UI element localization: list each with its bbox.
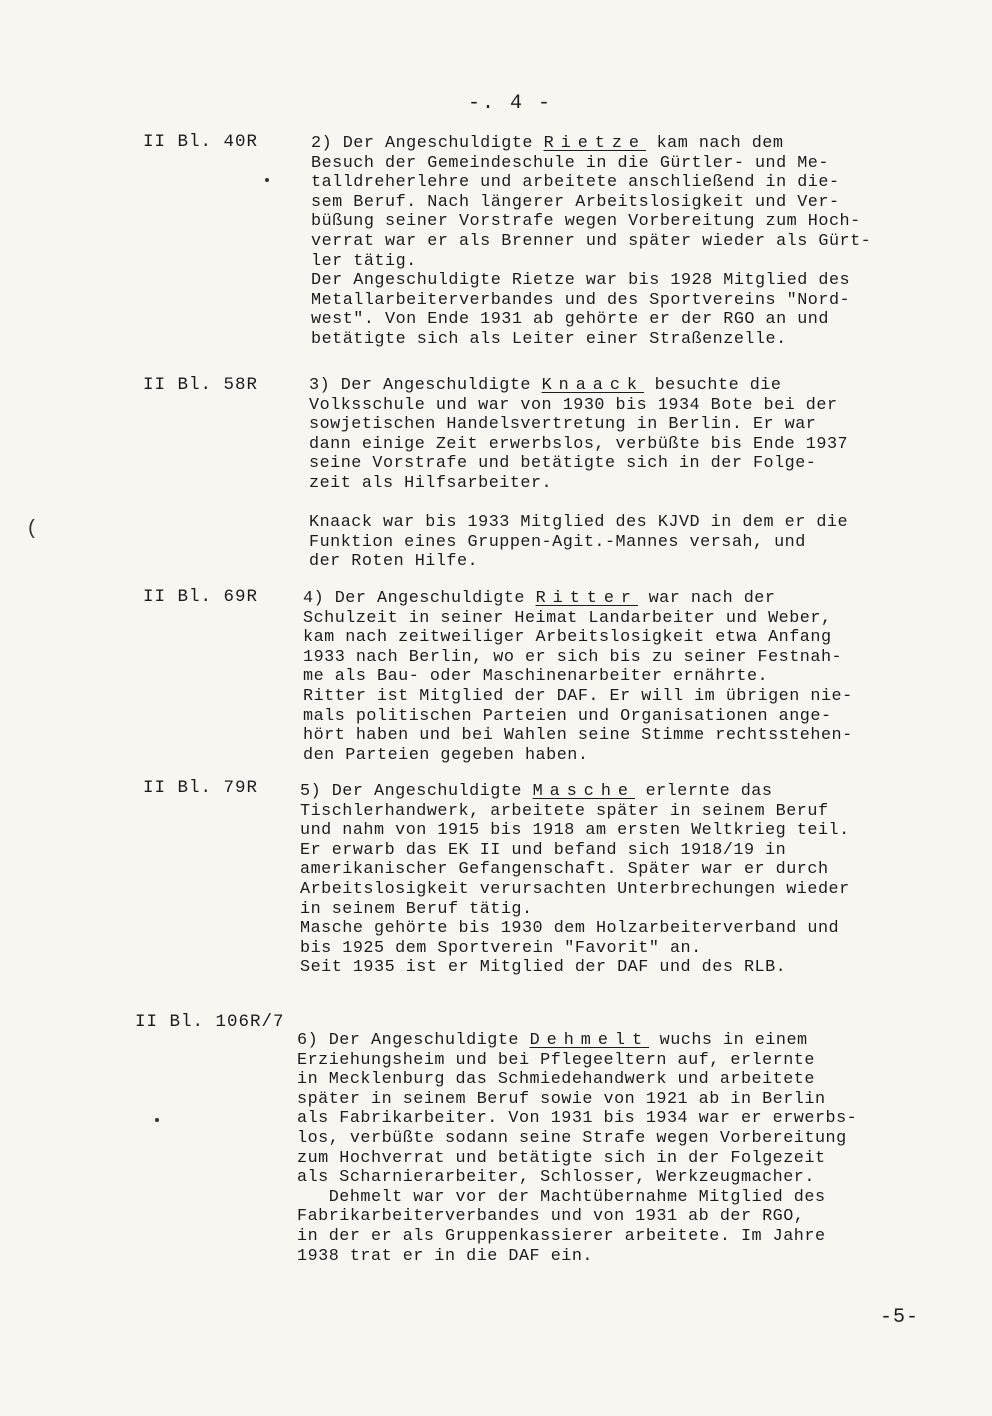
paragraph-knaack: [309, 376, 848, 572]
text-line: in Mecklenburg das Schmiedehandwerk und arbeitete: [297, 1070, 815, 1090]
text-line: Funktion eines Gruppen-Agit.-Mannes versah, und: [309, 532, 806, 552]
text-line: 6) Der Angeschuldigte Dehmelt wuchs in einem: [297, 1031, 808, 1050]
text-line: me als Bau- oder Maschinenarbeiter ernährte.: [303, 667, 769, 687]
margin-reference-5: II Bl. 106R/7: [135, 1012, 285, 1032]
text-line: 5) Der Angeschuldigte Masche erlernte das: [300, 782, 773, 801]
punch-mark: (: [26, 518, 39, 541]
text-line: verrat war er als Brenner und später wieder als Gürt-: [311, 231, 872, 251]
text-line: 2) Der Angeschuldigte Rietze kam nach dem: [311, 134, 784, 153]
paragraph-ritter: [303, 589, 853, 765]
text-line: Dehmelt war vor der Machtübernahme Mitglied des: [297, 1187, 826, 1207]
defendant-name: Rietze: [543, 134, 646, 153]
stray-dot: [265, 178, 269, 182]
text-line: sem Beruf. Nach längerer Arbeitslosigkeit und Ver-: [311, 192, 840, 212]
text-line: Arbeitslosigkeit verursachten Unterbrechungen wieder: [300, 879, 850, 899]
defendant-name: Knaack: [541, 376, 644, 395]
text-line: in der er als Gruppenkassierer arbeitete. Im Jahre: [297, 1226, 826, 1246]
text-line: zeit als Hilfsarbeiter.: [309, 473, 553, 493]
text-line: Besuch der Gemeindeschule in die Gürtler- und Me-: [311, 153, 829, 173]
text-line: bis 1925 dem Sportverein "Favorit" an.: [300, 938, 702, 958]
text-line: ler tätig.: [311, 251, 417, 271]
text-line: den Parteien gegeben haben.: [303, 745, 589, 765]
margin-reference-1: II Bl. 40R: [143, 132, 259, 152]
text-line: kam nach zeitweiliger Arbeitslosigkeit etwa Anfang: [303, 628, 832, 648]
text-line: büßung seiner Vorstrafe wegen Vorbereitung zum Hoch-: [311, 212, 861, 232]
text-line: west". Von Ende 1931 ab gehörte er der RGO an und: [311, 310, 829, 330]
paragraph-dehmelt: [297, 1031, 857, 1266]
text-line: Metallarbeiterverbandes und des Sportvereins "Nord-: [311, 290, 851, 310]
text-line: Masche gehörte bis 1930 dem Holzarbeiterverband und: [300, 919, 840, 939]
text-line: betätigte sich als Leiter einer Straßenzelle.: [311, 329, 787, 349]
defendant-name: Dehmelt: [529, 1031, 650, 1050]
margin-reference-4: II Bl. 79R: [143, 778, 259, 798]
text-line: als Fabrikarbeiter. Von 1931 bis 1934 war er erwerbs-: [297, 1109, 858, 1129]
text-line: und nahm von 1915 bis 1918 am ersten Weltkrieg teil.: [300, 821, 850, 841]
text-line: los, verbüßte sodann seine Strafe wegen Vorbereitung: [297, 1128, 847, 1148]
defendant-name: Ritter: [535, 589, 638, 608]
text-line: [309, 494, 848, 514]
text-line: 4) Der Angeschuldigte Ritter war nach der: [303, 589, 776, 608]
text-line: mals politischen Parteien und Organisationen ange-: [303, 706, 832, 726]
text-line: Tischlerhandwerk, arbeitete später in seinem Beruf: [300, 801, 829, 821]
text-line: Knaack war bis 1933 Mitglied des KJVD in dem er die: [309, 513, 849, 533]
paragraph-masche: [300, 782, 850, 978]
text-line: später in seinem Beruf sowie von 1921 ab in Berlin: [297, 1089, 826, 1109]
text-line: 1938 trat er in die DAF ein.: [297, 1246, 593, 1266]
text-line: in seinem Beruf tätig.: [300, 899, 533, 919]
text-line: amerikanischer Gefangenschaft. Später war er durch: [300, 860, 829, 880]
text-line: talldreherlehre und arbeitete anschließend in die-: [311, 173, 840, 193]
text-line: als Scharnierarbeiter, Schlosser, Werkzeugmacher.: [297, 1168, 815, 1188]
text-line: sowjetischen Handelsvertretung in Berlin. Er war: [309, 415, 817, 435]
defendant-name: Masche: [532, 782, 635, 801]
stray-dot: [155, 1118, 159, 1122]
margin-reference-2: II Bl. 58R: [143, 375, 259, 395]
text-line: dann einige Zeit erwerbslos, verbüßte bis Ende 1937: [309, 434, 849, 454]
page-number: -. 4 -: [467, 92, 552, 115]
text-line: Ritter ist Mitglied der DAF. Er will im übrigen nie-: [303, 686, 853, 706]
text-line: Seit 1935 ist er Mitglied der DAF und des RLB.: [300, 958, 787, 978]
text-line: Er erwarb das EK II und befand sich 1918/19 in: [300, 840, 787, 860]
paragraph-rietze: [311, 134, 871, 350]
margin-reference-3: II Bl. 69R: [143, 587, 259, 607]
text-line: Fabrikarbeiterverbandes und von 1931 ab der RGO,: [297, 1207, 805, 1227]
text-line: Schulzeit in seiner Heimat Landarbeiter und Weber,: [303, 608, 832, 628]
text-line: 1933 nach Berlin, wo er sich bis zu seiner Festnah-: [303, 647, 843, 667]
text-line: seine Vorstrafe und betätigte sich in der Folge-: [309, 454, 817, 474]
text-line: hört haben und bei Wahlen seine Stimme rechtsstehen-: [303, 726, 853, 746]
text-line: Volksschule und war von 1930 bis 1934 Bote bei der: [309, 395, 838, 415]
text-line: Der Angeschuldigte Rietze war bis 1928 Mitglied des: [311, 271, 851, 291]
text-line: 3) Der Angeschuldigte Knaack besuchte die: [309, 376, 782, 395]
text-line: Erziehungsheim und bei Pflegeeltern auf, erlernte: [297, 1050, 815, 1070]
text-line: der Roten Hilfe.: [309, 552, 479, 572]
text-line: zum Hochverrat und betätigte sich in der Folgezeit: [297, 1148, 826, 1168]
next-page-marker: -5-: [880, 1306, 920, 1329]
